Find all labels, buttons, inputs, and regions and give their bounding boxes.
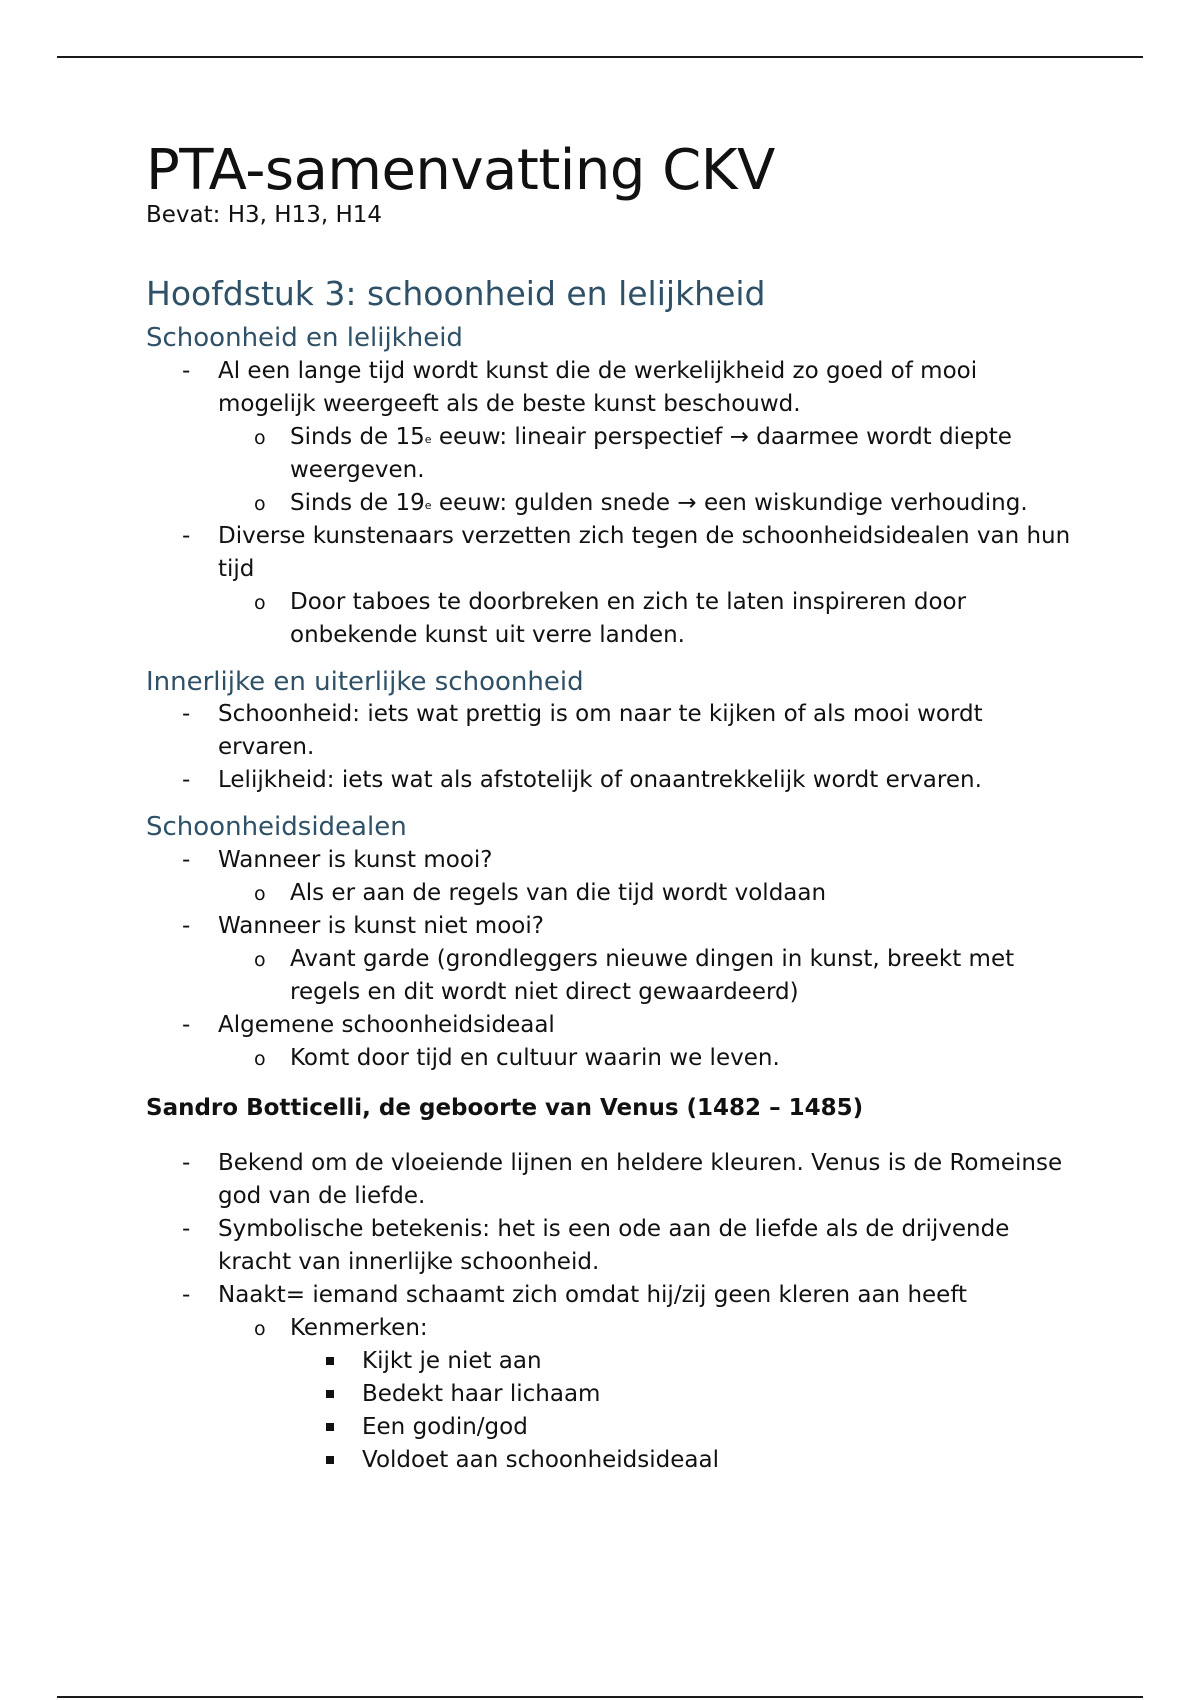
list-item-text: Bedekt haar lichaam <box>362 1380 601 1407</box>
artwork-heading: Sandro Botticelli, de geboorte van Venus (1482 – 1485) <box>146 1094 864 1121</box>
bullet-list <box>146 844 1076 1075</box>
list-item-text: Diverse kunstenaars verzetten zich tegen de schoonheidsidealen van hun tijd <box>218 522 1071 582</box>
kenmerken-list <box>290 1345 1076 1477</box>
sub-list <box>218 586 1076 652</box>
kenmerk-item <box>290 1444 1076 1477</box>
list-item-text: Schoonheid: iets wat prettig is om naar te kijken of als mooi wordt ervaren. <box>218 701 983 761</box>
list-item <box>146 355 1076 520</box>
section-heading-innerlijke: Innerlijke en uiterlijke schoonheid <box>146 666 584 697</box>
sub-list <box>218 1312 1076 1477</box>
list-item-text: Al een lange tijd wordt kunst die de werkelijkheid zo goed of mooi mogelijk weergeeft als de beste kunst beschouwd. <box>218 357 978 417</box>
list-item <box>146 764 1076 797</box>
sub-list-item <box>218 877 1076 910</box>
sub-list-item <box>218 1312 1076 1477</box>
dash-marker: - <box>182 912 191 939</box>
dash-marker: - <box>182 846 191 873</box>
list-item-text: Lelijkheid: iets wat als afstotelijk of onaantrekkelijk wordt ervaren. <box>218 767 982 794</box>
dash-marker: - <box>182 357 191 384</box>
list-item-text: Sinds de 15e eeuw: lineair perspectief → daarmee wordt diepte weergeven. <box>290 423 1012 483</box>
kenmerk-item <box>290 1378 1076 1411</box>
list-item-text: Symbolische betekenis: het is een ode aan de liefde als de drijvende kracht van innerlijke schoonheid. <box>218 1215 1010 1275</box>
list-item-text: Algemene schoonheidsideaal <box>218 1011 555 1038</box>
dash-marker: - <box>182 1011 191 1038</box>
sub-list-item <box>218 586 1076 652</box>
section-heading-schoonheidsidealen: Schoonheidsidealen <box>146 812 407 843</box>
bullet-list <box>146 698 1076 797</box>
list-item-text: Voldoet aan schoonheidsideaal <box>362 1446 719 1473</box>
list-item <box>146 844 1076 910</box>
list-item-text: Avant garde (grondleggers nieuwe dingen in kunst, breekt met regels en dit wordt niet direct gewaardeerd) <box>290 945 1015 1005</box>
top-rule <box>57 56 1143 58</box>
dash-marker: - <box>182 522 191 549</box>
circle-marker: o <box>254 1047 266 1070</box>
list-item-text: Als er aan de regels van die tijd wordt voldaan <box>290 879 827 906</box>
bullet-list <box>146 1147 1076 1477</box>
circle-marker: o <box>254 492 266 515</box>
list-item <box>146 910 1076 1009</box>
sub-list <box>218 877 1076 910</box>
document-title: PTA-samenvatting CKV <box>146 138 775 203</box>
list-item <box>146 520 1076 652</box>
list-item-text: Een godin/god <box>362 1413 528 1440</box>
circle-marker: o <box>254 882 266 905</box>
list-item-text: Kenmerken: <box>290 1314 428 1341</box>
sub-list-item <box>218 421 1076 487</box>
list-item-text: Sinds de 19e eeuw: gulden snede → een wiskundige verhouding. <box>290 489 1028 516</box>
list-item-text: Kijkt je niet aan <box>362 1347 542 1374</box>
sub-list-item <box>218 943 1076 1009</box>
square-bullet-icon <box>326 1390 334 1398</box>
circle-marker: o <box>254 591 266 614</box>
list-item <box>146 1147 1076 1213</box>
chapter-heading: Hoofdstuk 3: schoonheid en lelijkheid <box>146 274 766 314</box>
dash-marker: - <box>182 1281 191 1308</box>
square-bullet-icon <box>326 1456 334 1464</box>
dash-marker: - <box>182 701 191 728</box>
bottom-rule <box>57 1696 1143 1698</box>
square-bullet-icon <box>326 1423 334 1431</box>
dash-marker: - <box>182 767 191 794</box>
square-bullet-icon <box>326 1357 334 1365</box>
list-item-text: Naakt= iemand schaamt zich omdat hij/zij geen kleren aan heeft <box>218 1281 968 1308</box>
section-heading-schoonheid: Schoonheid en lelijkheid <box>146 323 463 354</box>
kenmerk-item <box>290 1345 1076 1378</box>
list-item <box>146 698 1076 764</box>
document-subtitle: Bevat: H3, H13, H14 <box>146 201 383 228</box>
circle-marker: o <box>254 948 266 971</box>
list-item-text: Door taboes te doorbreken en zich te laten inspireren door onbekende kunst uit verre landen. <box>290 588 967 648</box>
list-item-text: Bekend om de vloeiende lijnen en heldere kleuren. Venus is de Romeinse god van de liefde. <box>218 1149 1063 1209</box>
sub-list <box>218 943 1076 1009</box>
sub-list-item <box>218 1042 1076 1075</box>
bullet-list <box>146 355 1076 652</box>
sub-list <box>218 421 1076 520</box>
circle-marker: o <box>254 426 266 449</box>
list-item-text: Wanneer is kunst niet mooi? <box>218 912 544 939</box>
kenmerk-item <box>290 1411 1076 1444</box>
list-item <box>146 1009 1076 1075</box>
sub-list-item <box>218 487 1076 520</box>
list-item-text: Wanneer is kunst mooi? <box>218 846 493 873</box>
circle-marker: o <box>254 1317 266 1340</box>
document-body <box>146 140 1076 1491</box>
sub-list <box>218 1042 1076 1075</box>
list-item <box>146 1279 1076 1477</box>
list-item-text: Komt door tijd en cultuur waarin we leven. <box>290 1044 780 1071</box>
dash-marker: - <box>182 1215 191 1242</box>
list-item <box>146 1213 1076 1279</box>
dash-marker: - <box>182 1149 191 1176</box>
